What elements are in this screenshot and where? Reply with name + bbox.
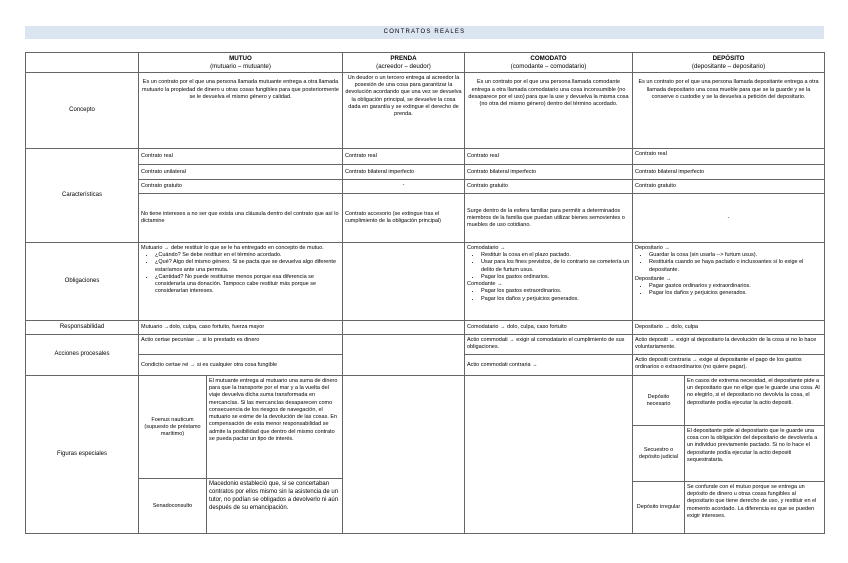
fig-mutuo-text-2: Macedonio estableció que, si se concertaban contratos por ellos mismo sin la asistencia de un tutor, no podían se obligados a devolverlo ni aún después de su emancipación. [207,479,343,534]
car-prenda-4: Contrato accesorio (se extingue tras el cumplimiento de la obligación principal) [343,194,465,243]
list-item: • Restituir la cosa en el plazo pactado. [481,252,630,259]
obl-mutuo [139,243,343,321]
obl-comodato-list-b [467,288,630,303]
corner-cell [26,53,139,73]
obl-deposito-list-a [635,252,822,274]
resp-deposito: Depositario → dolo, culpa [633,321,825,335]
car-mutuo-1: Contrato real [139,149,343,165]
fig-comodato [465,376,633,534]
fig-mutuo-text-1: El mutuante entrega al mutuario una suma de dinero para que la transporte por el mar y a la vuelta del viaje devuelva dicha suma transformada en mercancías. Si las mercancías desaparecen como consecuencia de los riesgos de navegación, el mutuario se exime de la devolución de las cosas. En compensación de esta menor responsabilidad se admite la posibilidad que dentro del mismo contrato se pueda pactar un tipo de interés. [207,376,343,479]
concepto-comodato: Es un contrato por el que una persona llamada comodante entrega a otra llamada comodatario una cosa inconsumible (no desaparece por el uso) para que la use y devuelva la misma cosa (no otra del mismo género) dentro del término acordado. [465,73,633,149]
list-item: • Pagar los daños y perjuicios generados. [481,296,630,303]
car-prenda-3: - [343,180,465,194]
car-deposito-4: - [633,194,825,243]
header-row [26,53,825,73]
car-comodato-1: Contrato real [465,149,633,165]
row-acciones-1 [26,335,825,355]
obl-comodato-mid: Comodante → [467,281,503,288]
concepto-mutuo: Es un contrato por el que una persona llamada mutuante entrega a otra llamada mutuario la propiedad de dinero u otras cosas fungibles para que posteriormente se le devuelva el mismo género y calidad. [139,73,343,149]
acc-deposito-1: Actio depositi → exigir al depositario la devolución de la cosa si no lo hace voluntariamente. [633,335,825,355]
list-item: • Pagar gastos ordinarios y extraordinarios. [649,283,822,290]
resp-prenda [343,321,465,335]
obl-deposito-mid: Depositante → [635,275,672,282]
obl-comodato-intro: Comodatario → [467,244,506,251]
contracts-table [25,52,825,534]
acc-comodato-1: Actio commodati → exigir al comodatario el cumplimiento de sus obligaciones. [465,335,633,355]
row-concepto [26,73,825,149]
acc-mutuo-2: Condictio certae rei → si es cualquier otra cosa fungible [139,355,343,376]
obl-mutuo-intro: Mutuario → debe restituir lo que se le ha entregado en concepto de mutuo. [141,244,324,251]
concepto-deposito: Es un contrato por el que una persona llamada depositante entrega a otra llamada depositario una cosa mueble para que se la guarde y se la conserve o custodie y se la devuelva a petición del depositario. [633,73,825,149]
row-responsabilidad [26,321,825,335]
car-mutuo-3: Contrato gratuito [139,180,343,194]
list-item: • ¿Qué? Algo del mismo género. Si se pacta que se devuelva algo diferente estaríamos ante una permuta. [155,259,340,274]
list-item: • Pagar los gastos extraordinarios. [481,288,630,295]
car-mutuo-2: Contrato unilateral [139,165,343,180]
car-deposito-1: Contrato real [633,149,825,165]
obl-mutuo-list [141,252,340,296]
row-caracteristicas-3 [26,180,825,194]
label-caracteristicas: Características [26,149,139,243]
row-caracteristicas-2 [26,165,825,180]
label-responsabilidad: Responsabilidad [26,321,139,335]
list-item: • Pagar los gastos ordinarios. [481,274,630,281]
list-item: • Guardar la cosa (sin usarla --> furtum usus). [649,252,822,259]
obl-deposito-intro: Depositario → [635,244,670,251]
car-comodato-3: Contrato gratuito [465,180,633,194]
obl-comodato-list-a [467,252,630,281]
car-mutuo-4: No tiene intereses a no ser que exista una cláusula dentro del contrato que así lo dictamine [139,194,343,243]
list-item: • Restituirla cuando se haya pactado o inclusoantes si lo exige el depositante. [649,259,822,274]
concepto-prenda: Un deudor o un tercero entrega al acreedor la posesión de una cosa para garantizar la devolución acordando que una vez se devuelva la obligación principal, se devuelve la cosa dada en garantía y se extingue el derecho de prenda. [343,73,465,149]
acc-prenda [343,335,465,376]
obl-prenda [343,243,465,321]
list-item: • ¿Cuándo? Se debe restituir en el término acordado. [155,252,340,259]
obl-comodato [465,243,633,321]
label-concepto: Concepto [26,73,139,149]
fig-deposito-text-2: El depositante pide al depositario que le guarde una cosa con la obligación del depositario de devolverla a un individuo previamente pactado. Si no lo hace el depositante podía ejecutar la actio depositi sequestrataria. [685,426,825,482]
car-comodato-4: Surge dentro de la esfera familiar para permitir a determinados miembros de la familia que puedan utilizar bienes semovientes o muebles de uso cotidiano. [465,194,633,243]
fig-mutuo-name-2: Senadoconsulto [139,479,207,534]
label-acciones: Acciones procesales [26,335,139,376]
acc-comodato-2: Actio commodati contraria → [465,355,633,376]
fig-deposito-name-3: Depósito irregular [633,482,685,534]
resp-mutuo: Mutuario →dolo, culpa, caso fortuito, fuerza mayor [139,321,343,335]
car-deposito-2: Contrato bilateral imperfecto [633,165,825,180]
label-figuras: Figuras especiales [26,376,139,534]
resp-comodato: Comodatario → dolo, culpa, caso fortuito [465,321,633,335]
header-prenda: PRENDA (acreedor – deudor) [343,53,465,73]
fig-deposito-name-1: Depósito necesario [633,376,685,426]
row-figuras-1 [26,376,825,426]
row-caracteristicas-1 [26,149,825,165]
car-deposito-3: Contrato gratuito [633,180,825,194]
fig-deposito-text-1: En casos de extrema necesidad, el depositante pide a un depositario que no elige que le guarde una cosa. Al no elegirlo, si el depositario no devolvía la cosa, el depositante podía ejecutar la actio depositi. [685,376,825,426]
fig-deposito-name-2: Secuestro o depósito judicial [633,426,685,482]
row-obligaciones [26,243,825,321]
list-item: • ¿Cantidad? No puede restituirse menos porque esa diferencia se consideraría una donación. Tampoco cabe restituir más porque se considerarían intereses. [155,274,340,296]
list-item: • Usar para los fines previstos, de lo contrario se cometería un delito de furtum usus. [481,259,630,274]
page-title: CONTRATOS REALES [25,26,824,39]
header-comodato: COMODATO (comodante – comodatario) [465,53,633,73]
obl-deposito [633,243,825,321]
header-deposito: DEPÓSITO (depositante – depositario) [633,53,825,73]
acc-mutuo-1: Actio certae pecuniae → si lo prestado es dinero [139,335,343,355]
car-prenda-1: Contrato real [343,149,465,165]
fig-deposito-text-3: Se confunde con el mutuo porque se entrega un depósito de dinero u otras cosas fungibles al depositario que tiene derecho de uso, y restituir en el momento acordado. La diferencia es que se pueden exigir intereses. [685,482,825,534]
obl-deposito-list-b [635,283,822,298]
header-mutuo: MUTUO (mutuario – mutuante) [139,53,343,73]
car-prenda-2: Contrato bilateral imperfecto [343,165,465,180]
acc-deposito-2: Actio depositi contraria → exige al depositante el pago de los gastos ordinarios o extraordinarios (no quiere pagar). [633,355,825,376]
label-obligaciones: Obligaciones [26,243,139,321]
row-caracteristicas-4 [26,194,825,243]
fig-mutuo-name-1: Foenus nauticum (supuesto de préstamo marítimo) [139,376,207,479]
fig-prenda [343,376,465,534]
list-item: • Pagar los daños y perjuicios generados. [649,290,822,297]
car-comodato-2: Contrato bilateral imperfecto [465,165,633,180]
